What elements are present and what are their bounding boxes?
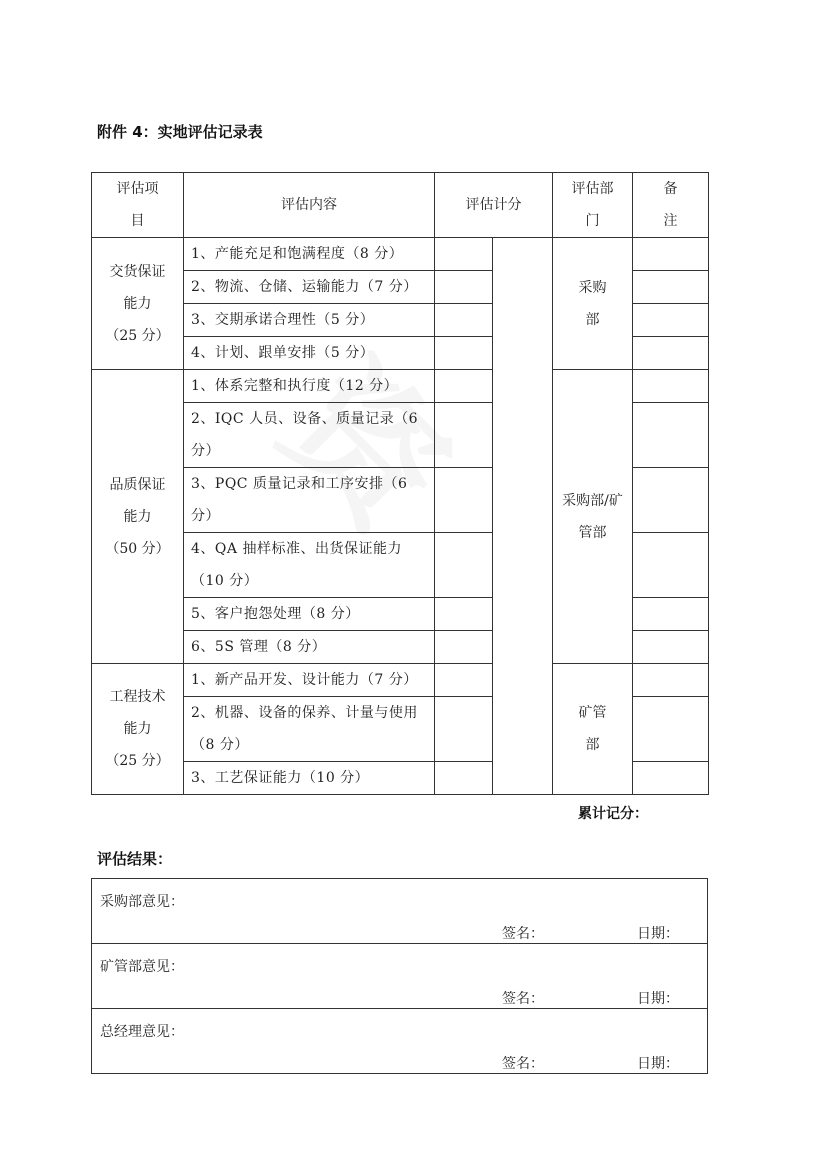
header-row	[92, 173, 709, 238]
signature-label: 签名：	[502, 991, 544, 1007]
header-score: 评估计分	[435, 173, 553, 238]
criterion: 6、5S 管理（8 分）	[184, 631, 435, 664]
criterion: 1、新产品开发、设计能力（7 分）	[184, 664, 435, 697]
note-cell[interactable]	[633, 762, 709, 795]
score-cell[interactable]	[435, 468, 493, 533]
dept-cell: 采购部/矿管部	[553, 370, 633, 664]
date-label: 日期：	[637, 991, 679, 1007]
result-title: 评估结果：	[97, 850, 173, 868]
note-cell[interactable]	[633, 271, 709, 304]
note-cell[interactable]	[633, 631, 709, 664]
note-cell[interactable]	[633, 664, 709, 697]
note-cell[interactable]	[633, 468, 709, 533]
category-points: （25 分）	[105, 753, 170, 769]
dept-cell: 采购部	[553, 238, 633, 370]
category-points: （25 分）	[105, 327, 170, 344]
opinion-cell[interactable]	[92, 1009, 708, 1074]
category-points: （50 分）	[105, 540, 170, 557]
criterion: 4、QA 抽样标准、出货保证能力（10 分）	[184, 533, 435, 598]
opinion-label: 采购部意见：	[100, 894, 184, 910]
criterion: 5、客户抱怨处理（8 分）	[184, 598, 435, 631]
score-cell[interactable]	[435, 762, 493, 795]
criterion: 3、工艺保证能力（10 分）	[184, 762, 435, 795]
date-label: 日期：	[637, 926, 679, 942]
opinion-label: 矿管部意见：	[100, 959, 184, 975]
score-cell[interactable]	[435, 598, 493, 631]
category-cell	[92, 238, 184, 370]
criterion: 2、机器、设备的保养、计量与使用（8 分）	[184, 697, 435, 762]
score-subtotal-cell[interactable]	[493, 238, 553, 795]
opinions-table	[91, 878, 708, 1074]
category-cell	[92, 664, 184, 795]
date-label: 日期：	[637, 1056, 679, 1072]
header-item: 评估项目	[92, 173, 184, 238]
dept-cell: 矿管部	[553, 664, 633, 795]
opinion-cell[interactable]	[92, 944, 708, 1009]
criterion: 1、产能充足和饱满程度（8 分）	[184, 238, 435, 271]
score-cell[interactable]	[435, 238, 493, 271]
evaluation-table	[91, 172, 709, 795]
table-row	[92, 238, 709, 271]
score-cell[interactable]	[435, 271, 493, 304]
page-title: 附件 4：实地评估记录表	[97, 123, 263, 141]
score-cell[interactable]	[435, 664, 493, 697]
table-row	[92, 664, 709, 697]
score-cell[interactable]	[435, 631, 493, 664]
category-name: 品质保证能力	[109, 476, 166, 525]
note-cell[interactable]	[633, 403, 709, 468]
opinion-row	[92, 879, 708, 944]
opinion-cell[interactable]	[92, 879, 708, 944]
score-cell[interactable]	[435, 304, 493, 337]
header-content: 评估内容	[184, 173, 435, 238]
signature-label: 签名：	[502, 1056, 544, 1072]
category-name: 工程技术能力	[109, 689, 166, 737]
table-row	[92, 370, 709, 403]
score-cell[interactable]	[435, 337, 493, 370]
signature-label: 签名：	[502, 926, 544, 942]
header-note: 备注	[633, 173, 709, 238]
opinion-row	[92, 944, 708, 1009]
note-cell[interactable]	[633, 533, 709, 598]
score-cell[interactable]	[435, 533, 493, 598]
criterion: 4、计划、跟单安排（5 分）	[184, 337, 435, 370]
score-cell[interactable]	[435, 697, 493, 762]
criterion: 2、物流、仓储、运输能力（7 分）	[184, 271, 435, 304]
note-cell[interactable]	[633, 238, 709, 271]
score-cell[interactable]	[435, 403, 493, 468]
category-cell	[92, 370, 184, 664]
category-name: 交货保证能力	[109, 263, 166, 312]
note-cell[interactable]	[633, 697, 709, 762]
opinion-label: 总经理意见：	[100, 1024, 184, 1040]
opinion-row	[92, 1009, 708, 1074]
criterion: 3、交期承诺合理性（5 分）	[184, 304, 435, 337]
header-dept: 评估部门	[553, 173, 633, 238]
note-cell[interactable]	[633, 337, 709, 370]
note-cell[interactable]	[633, 370, 709, 403]
total-score-label: 累计记分：	[578, 806, 648, 822]
note-cell[interactable]	[633, 304, 709, 337]
score-cell[interactable]	[435, 370, 493, 403]
criterion: 3、PQC 质量记录和工序安排（6 分）	[184, 468, 435, 533]
note-cell[interactable]	[633, 598, 709, 631]
criterion: 2、IQC 人员、设备、质量记录（6 分）	[184, 403, 435, 468]
criterion: 1、体系完整和执行度（12 分）	[184, 370, 435, 403]
